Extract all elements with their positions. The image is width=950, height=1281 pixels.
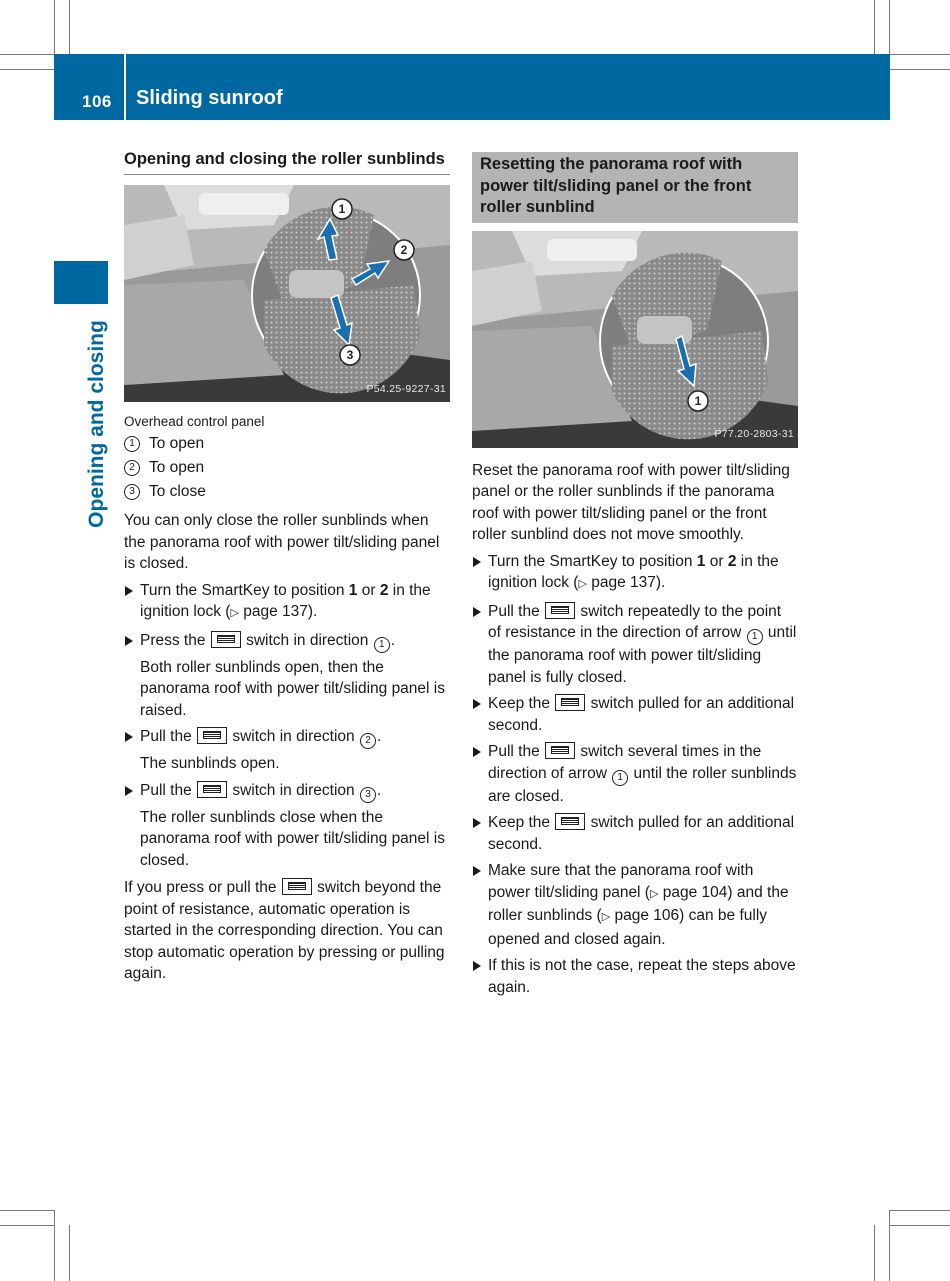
crop-mark <box>890 1225 950 1226</box>
instruction-step: If this is not the case, repeat the steps above again. <box>472 955 798 998</box>
page-ref-icon: ▷ <box>601 911 611 923</box>
crop-mark <box>0 1225 54 1226</box>
instruction-step: Pull the switch several times in the direction of arrow 1 until the roller sunblinds are closed. <box>472 741 798 807</box>
instruction-step: Turn the SmartKey to position 1 or 2 in the ignition lock (▷ page 137). <box>124 580 450 625</box>
chapter-tab <box>54 261 108 304</box>
roof-switch-icon <box>545 602 575 619</box>
legend-text: To close <box>149 483 206 501</box>
chapter-label: Opening and closing <box>85 320 108 528</box>
legend-item <box>124 480 450 504</box>
roof-switch-icon <box>197 781 227 798</box>
reset-figure <box>472 231 798 448</box>
svg-text:3: 3 <box>346 348 354 362</box>
crop-mark <box>69 1225 70 1281</box>
instruction-step: Pull the switch in direction 3 . <box>124 780 450 803</box>
step-triangle-icon <box>473 961 481 971</box>
page-ref-icon: ▷ <box>649 887 659 900</box>
legend-text: To open <box>149 459 205 477</box>
figure-caption: Overhead control panel <box>124 414 265 429</box>
instruction-step: Press the switch in direction 1 . <box>124 630 450 653</box>
callout-number: 1 <box>747 629 763 645</box>
left-column <box>124 148 450 985</box>
instruction-step: Keep the switch pulled for an additional second. <box>472 693 798 736</box>
callout-number: 3 <box>360 787 376 803</box>
crop-mark <box>0 54 54 55</box>
intro-paragraph: Reset the panorama roof with power tilt/sliding panel or the roller sunblinds if the panorama roof with power tilt/sliding panel or the front roller sunblind does not move smoothly. <box>472 461 790 543</box>
crop-mark <box>890 1210 950 1211</box>
page-reference[interactable]: page 137). <box>586 574 666 591</box>
step-triangle-icon <box>473 866 481 876</box>
instruction-step: Pull the switch in direction 2 . <box>124 726 450 749</box>
roof-switch-icon <box>197 727 227 744</box>
outro-paragraph: If you press or pull the switch beyond the point of resistance, automatic operation is started in the corresponding direction. You can stop automatic operation by pressing or pulling again. <box>124 879 445 982</box>
figure-code: P54.25-9227-31 <box>366 382 446 395</box>
step-triangle-icon <box>473 557 481 567</box>
callout-number: 1 <box>612 770 628 786</box>
page-title: Sliding sunroof <box>136 87 283 109</box>
overhead-panel-figure <box>124 185 450 402</box>
step-triangle-icon <box>125 636 133 646</box>
step-triangle-icon <box>473 747 481 757</box>
step-triangle-icon <box>125 586 133 596</box>
legend-text: To open <box>149 435 205 453</box>
overhead-panel-illustration <box>124 185 450 402</box>
instruction-step: Turn the SmartKey to position 1 or 2 in the ignition lock (▷ page 137). <box>472 551 798 596</box>
step-triangle-icon <box>473 699 481 709</box>
roof-switch-icon <box>555 694 585 711</box>
roof-switch-icon <box>282 878 312 895</box>
step-result: The sunblinds open. <box>140 755 280 772</box>
legend-item <box>124 456 450 480</box>
crop-mark <box>874 0 875 54</box>
crop-mark <box>889 1210 890 1281</box>
crop-mark <box>0 1210 54 1211</box>
figure-code: P77.20-2803-31 <box>714 428 794 440</box>
header-divider <box>124 54 126 120</box>
intro-paragraph: You can only close the roller sunblinds when the panorama roof with power tilt/sliding panel is closed. <box>124 512 440 572</box>
page-reference[interactable]: page 106) can be fully opened and closed again. <box>488 907 768 948</box>
crop-mark <box>54 0 55 54</box>
section-heading: Resetting the panorama roof with power tilt/sliding panel or the front roller sunblind <box>472 152 798 223</box>
crop-mark <box>69 0 70 54</box>
legend-item <box>124 432 450 456</box>
page-ref-icon: ▷ <box>578 578 587 590</box>
step-triangle-icon <box>125 786 133 796</box>
crop-mark <box>54 1210 55 1281</box>
crop-mark <box>889 0 890 54</box>
svg-text:1: 1 <box>338 202 346 216</box>
callout-number: 2 <box>360 733 376 749</box>
callout-number: 3 <box>124 484 140 500</box>
section-heading: Opening and closing the roller sunblinds <box>124 148 450 175</box>
page-reference[interactable]: page 137). <box>238 603 318 620</box>
callout-number: 1 <box>124 436 140 452</box>
reset-illustration <box>472 231 798 448</box>
crop-mark <box>0 69 54 70</box>
crop-mark <box>890 54 950 55</box>
callout-number: 2 <box>124 460 140 476</box>
right-column <box>472 152 798 998</box>
page-number: 106 <box>82 92 112 111</box>
step-result: The roller sunblinds close when the panorama roof with power tilt/sliding panel is closed. <box>140 808 445 869</box>
instruction-step: Make sure that the panorama roof with power tilt/sliding panel (▷ page 104) and the roller sunblinds (▷ page 106) can be fully opened and closed again. <box>472 860 798 950</box>
crop-mark <box>874 1225 875 1281</box>
page-reference[interactable]: page 104) and the roller sunblinds ( <box>488 883 789 924</box>
svg-text:2: 2 <box>400 243 408 257</box>
step-triangle-icon <box>473 818 481 828</box>
step-result: Both roller sunblinds open, then the panorama roof with power tilt/sliding panel is raised. <box>140 658 445 719</box>
step-triangle-icon <box>473 607 481 617</box>
page-ref-icon: ▷ <box>230 607 239 619</box>
roof-switch-icon <box>545 742 575 759</box>
callout-number: 1 <box>374 637 390 653</box>
instruction-step: Keep the switch pulled for an additional second. <box>472 812 798 855</box>
instruction-step: Pull the switch repeatedly to the point of resistance in the direction of arrow 1 until the panorama roof with power tilt/sliding panel is fully closed. <box>472 601 798 689</box>
roof-switch-icon <box>211 631 241 648</box>
svg-text:1: 1 <box>694 393 702 408</box>
roof-switch-icon <box>555 813 585 830</box>
step-triangle-icon <box>125 732 133 742</box>
crop-mark <box>890 69 950 70</box>
